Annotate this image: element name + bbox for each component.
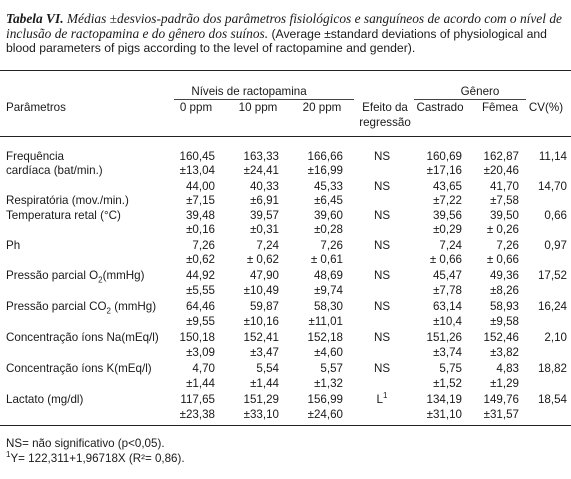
cell-mean: 160,69 <box>426 150 462 163</box>
cell-sd: ±16,99 <box>307 164 343 177</box>
cell-mean: 47,90 <box>249 269 279 282</box>
cell-mean: 4,83 <box>496 362 519 375</box>
cell-effect: NS <box>373 180 391 193</box>
row-param: Temperatura retal (°C) <box>6 209 121 222</box>
cell-cv: 0,97 <box>544 239 567 252</box>
cell-mean: 162,87 <box>483 150 519 163</box>
cell-sd: ±3,74 <box>433 346 462 359</box>
cell-mean: 152,41 <box>243 331 279 344</box>
group-gender-underline <box>414 99 526 100</box>
cell-cv: 18,54 <box>537 393 567 406</box>
cell-mean: 117,65 <box>180 393 215 406</box>
param-text: Pressão parcial CO <box>6 300 107 313</box>
table-bottom-rule <box>0 425 571 426</box>
header-femea: Fêmea <box>481 101 519 114</box>
cell-sd: ±20,46 <box>483 164 519 177</box>
header-cv: CV(%) <box>528 101 564 114</box>
cell-effect: NS <box>373 269 391 282</box>
effect-text: L <box>376 393 383 406</box>
footnote-mark: 1 <box>6 450 11 460</box>
cell-mean: 7,26 <box>192 239 215 252</box>
cell-effect: NS <box>373 150 391 163</box>
cell-effect: NS <box>373 209 391 222</box>
footnote-equation <box>6 452 185 465</box>
cell-mean: 152,46 <box>483 331 519 344</box>
header-group-levels: Níveis de ractopamina <box>191 85 307 98</box>
cell-sd: ±0,28 <box>314 223 343 236</box>
cell-sd: ±17,16 <box>426 164 462 177</box>
cell-mean: 58,30 <box>313 300 343 313</box>
row-param <box>6 300 157 316</box>
cell-effect: NS <box>373 331 391 344</box>
cell-sd: ± 0,66 <box>429 253 462 266</box>
header-parametros: Parâmetros <box>6 101 66 114</box>
cell-mean: 149,76 <box>483 393 519 406</box>
cell-sd: ±1,32 <box>314 377 343 390</box>
table-caption <box>6 12 568 56</box>
cell-mean: 44,00 <box>185 180 215 193</box>
row-param: Lactato (mg/dl) <box>6 393 84 406</box>
cell-sd: ±3,82 <box>490 346 519 359</box>
group-levels-underline <box>174 99 354 100</box>
cell-mean: 45,47 <box>432 269 462 282</box>
cell-mean: 43,65 <box>432 180 462 193</box>
cell-sd: ±9,55 <box>186 315 215 328</box>
row-param <box>6 269 145 285</box>
row-param-cont: cardíaca (bat/min.) <box>6 164 103 177</box>
cell-effect: NS <box>373 300 391 313</box>
cell-mean: 5,57 <box>320 362 343 375</box>
cell-mean: 7,26 <box>496 239 519 252</box>
caption-label: Tabela VI. <box>6 11 64 26</box>
footnote-ns: NS= não significativo (p<0,05). <box>6 437 165 450</box>
cell-sd: ±6,91 <box>250 194 279 207</box>
header-efeito-1: Efeito da <box>362 101 408 114</box>
cell-sd: ± 0,26 <box>486 223 519 236</box>
cell-mean: 58,93 <box>489 300 519 313</box>
cell-sd: ±1,29 <box>490 377 519 390</box>
caption-en-text: (Average ±standard deviations of physiological and blood parameters of pigs according to the level of ractopamine and gender). <box>6 26 547 56</box>
cell-mean: 134,19 <box>426 393 462 406</box>
table-top-rule <box>0 70 571 71</box>
cell-mean: 7,24 <box>256 239 279 252</box>
cell-mean: 152,18 <box>307 331 343 344</box>
cell-mean: 44,92 <box>185 269 215 282</box>
cell-sd: ±0,16 <box>186 223 215 236</box>
header-castrado: Castrado <box>416 101 464 114</box>
param-text: Pressão parcial O <box>6 269 99 282</box>
cell-mean: 39,60 <box>313 209 343 222</box>
cell-sd: ±13,04 <box>179 164 215 177</box>
cell-sd: ±9,58 <box>490 315 519 328</box>
cell-effect: NS <box>373 239 391 252</box>
header-bottom-rule <box>0 136 571 137</box>
param-subscript: 2 <box>106 306 111 316</box>
header-0ppm: 0 ppm <box>179 101 213 114</box>
cell-mean: 150,18 <box>179 331 215 344</box>
cell-mean: 45,33 <box>313 180 343 193</box>
row-param: Concentração íons Na(mEq/l) <box>6 331 159 344</box>
cell-sd: ± 0,61 <box>310 253 343 266</box>
cell-mean: 39,57 <box>249 209 279 222</box>
cell-sd: ±10,4 <box>433 315 462 328</box>
cell-sd: ±24,60 <box>307 408 343 421</box>
cell-mean: 49,36 <box>489 269 519 282</box>
cell-sd: ±3,09 <box>186 346 215 359</box>
cell-mean: 151,26 <box>426 331 462 344</box>
cell-sd: ±1,44 <box>186 377 215 390</box>
cell-sd: ±9,74 <box>314 284 343 297</box>
cell-mean: 63,14 <box>432 300 462 313</box>
cell-sd: ±33,10 <box>243 408 279 421</box>
header-group-gender: Gênero <box>460 85 500 98</box>
cell-cv: 14,70 <box>537 180 567 193</box>
header-10ppm: 10 ppm <box>238 101 278 114</box>
cell-sd: ±0,62 <box>186 253 215 266</box>
cell-mean: 163,33 <box>243 150 279 163</box>
param-unit: (mmHg) <box>102 269 145 282</box>
cell-cv: 18,82 <box>537 362 567 375</box>
cell-mean: 59,87 <box>249 300 279 313</box>
cell-sd: ±1,52 <box>433 377 462 390</box>
cell-sd: ± 0,62 <box>246 253 279 266</box>
cell-mean: 5,75 <box>439 362 462 375</box>
cell-mean: 166,66 <box>307 150 343 163</box>
cell-sd: ±10,16 <box>243 315 279 328</box>
row-param: Respiratória (mov./min.) <box>6 194 129 207</box>
cell-sd: ±7,78 <box>433 284 462 297</box>
cell-sd: ±0,31 <box>250 223 279 236</box>
row-param: Concentração íons K(mEq/l) <box>6 362 152 375</box>
footnote-equation-text: Y= 122,311+1,96718X (R²= 0,86). <box>10 452 185 465</box>
row-param: Frequência <box>6 150 65 163</box>
cell-effect <box>377 393 388 406</box>
cell-sd: ±11,01 <box>308 315 343 328</box>
cell-mean: 156,99 <box>307 393 343 406</box>
cell-mean: 160,45 <box>179 150 215 163</box>
cell-mean: 41,70 <box>489 180 519 193</box>
cell-sd: ±23,38 <box>179 408 215 421</box>
cell-sd: ±8,26 <box>490 284 519 297</box>
cell-sd: ±7,22 <box>433 194 462 207</box>
cell-mean: 48,69 <box>313 269 343 282</box>
cell-sd: ±1,44 <box>250 377 279 390</box>
cell-cv: 0,66 <box>544 209 567 222</box>
cell-sd: ±10,49 <box>243 284 279 297</box>
param-unit: (mmHg) <box>110 300 157 313</box>
cell-cv: 11,14 <box>538 150 567 163</box>
cell-mean: 7,24 <box>439 239 462 252</box>
cell-cv: 17,52 <box>537 269 567 282</box>
cell-mean: 40,33 <box>249 180 279 193</box>
cell-sd: ±31,57 <box>483 408 519 421</box>
header-efeito-2: regressão <box>359 116 411 129</box>
header-20ppm: 20 ppm <box>302 101 342 114</box>
cell-sd: ± 0,66 <box>486 253 519 266</box>
cell-sd: ±7,58 <box>490 194 519 207</box>
cell-mean: 64,46 <box>185 300 215 313</box>
effect-footnote-mark: 1 <box>383 391 388 401</box>
cell-mean: 39,50 <box>489 209 519 222</box>
cell-mean: 5,54 <box>256 362 279 375</box>
cell-mean: 39,56 <box>432 209 462 222</box>
cell-sd: ±24,41 <box>243 164 279 177</box>
cell-sd: ±7,15 <box>186 194 215 207</box>
param-subscript: 2 <box>98 275 103 285</box>
cell-sd: ±31,10 <box>426 408 462 421</box>
cell-sd: ±6,45 <box>314 194 343 207</box>
cell-sd: ±4,60 <box>314 346 343 359</box>
cell-sd: ±0,29 <box>433 223 462 236</box>
cell-mean: 4,70 <box>192 362 215 375</box>
caption-pt-text: Médias ±desvios-padrão dos parâmetros fisiológicos e sanguíneos de acordo com o nível de inclusão de ractopamina e do gênero dos suínos. <box>6 11 562 41</box>
row-param: Ph <box>6 239 21 252</box>
cell-effect: NS <box>373 362 391 375</box>
cell-mean: 151,29 <box>243 393 279 406</box>
cell-mean: 7,26 <box>320 239 343 252</box>
cell-sd: ±5,55 <box>186 284 215 297</box>
cell-cv: 2,10 <box>544 331 567 344</box>
cell-cv: 16,24 <box>537 300 567 313</box>
cell-sd: ±3,47 <box>250 346 279 359</box>
cell-mean: 39,48 <box>185 209 215 222</box>
